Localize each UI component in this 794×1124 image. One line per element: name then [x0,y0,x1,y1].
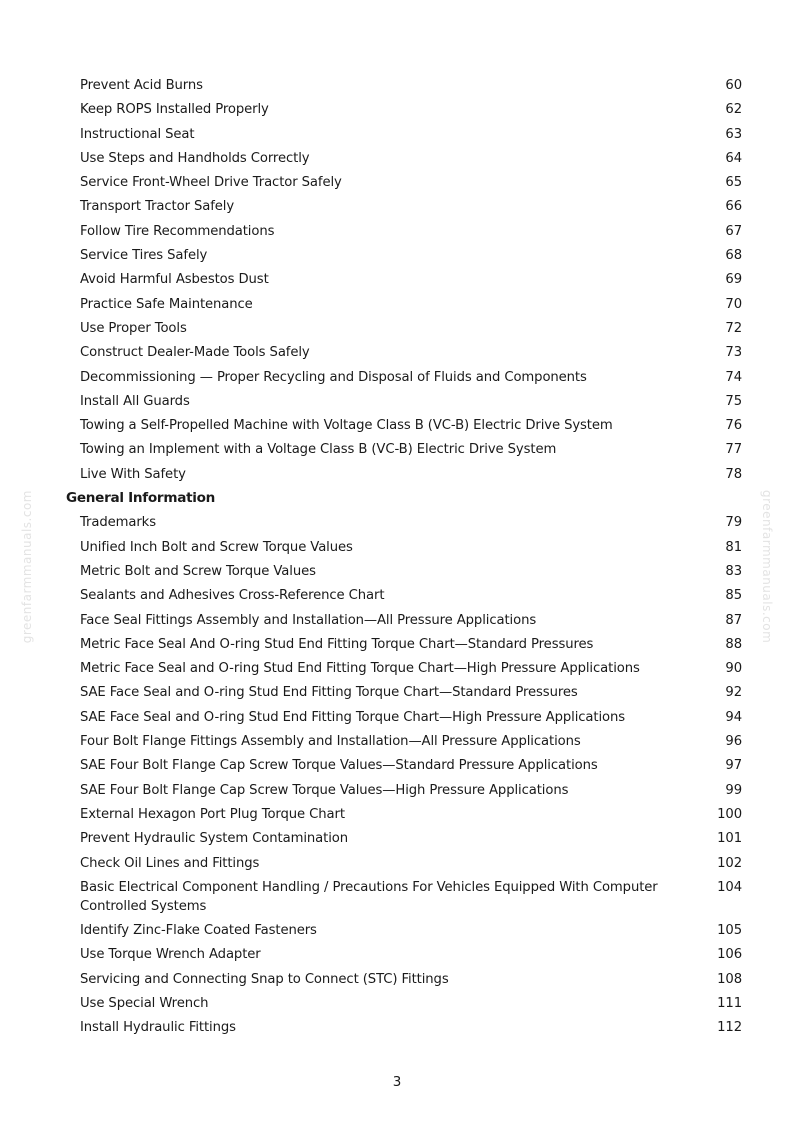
toc-entry-page: 63 [725,126,742,142]
toc-entry[interactable] [66,1018,742,1037]
toc-entry-page: 72 [725,320,742,336]
toc-entry-page: 70 [725,296,742,312]
toc-entry-page: 62 [725,102,742,118]
toc-entry-title: Face Seal Fittings Assembly and Installation—All Pressure Applications [80,612,537,628]
toc-entry-title: Metric Face Seal and O-ring Stud End Fitting Torque Chart—High Pressure Applications [80,661,640,677]
toc-entry[interactable] [66,100,742,119]
toc-entry[interactable] [66,611,742,630]
toc-entry[interactable] [66,970,742,989]
toc-entry-page: 75 [725,393,742,409]
toc-entry-page: 77 [725,442,742,458]
toc-entry[interactable] [66,125,742,144]
toc-entry-title: Transport Tractor Safely [80,199,235,215]
toc-entry-title: Follow Tire Recommendations [80,223,275,239]
toc-entry[interactable] [66,805,742,824]
toc-entry[interactable] [66,465,742,484]
toc-entry[interactable] [66,368,742,387]
toc-entry-title: Service Front-Wheel Drive Tractor Safely [80,175,342,191]
toc-entry-page: 105 [717,923,742,939]
toc-entry-title: Live With Safety [80,466,186,482]
toc-entry[interactable] [66,295,742,314]
toc-entry[interactable] [66,319,742,338]
toc-entry-page: 108 [717,971,742,987]
toc-entry-page: 79 [725,515,742,531]
toc-entry[interactable] [66,586,742,605]
page-number: 3 [392,1074,402,1090]
toc-entry[interactable] [66,829,742,848]
toc-entry[interactable] [66,538,742,557]
toc-entry[interactable] [66,732,742,751]
toc-entry-title: SAE Four Bolt Flange Cap Screw Torque Values—Standard Pressure Applications [80,758,598,774]
toc-entry-page: 85 [725,588,742,604]
toc-entry-page: 66 [725,199,742,215]
toc-entry-page: 69 [725,272,742,288]
toc-entry-title: Keep ROPS Installed Properly [80,102,269,118]
toc-entry-title: Instructional Seat [80,126,195,142]
toc-entry-title: Servicing and Connecting Snap to Connect (STC) Fittings [80,971,449,987]
toc-entry-title: External Hexagon Port Plug Torque Chart [80,806,345,822]
toc-entry-title: Construct Dealer-Made Tools Safely [80,345,310,361]
toc-entry-title: Four Bolt Flange Fittings Assembly and Installation—All Pressure Applications [80,734,581,750]
toc-entry-page: 68 [725,248,742,264]
toc-entry[interactable] [66,222,742,241]
toc-entry[interactable] [66,76,742,95]
toc-entry[interactable] [66,343,742,362]
toc-entry-page: 83 [725,563,742,579]
toc-entry-page: 60 [725,78,742,93]
toc-entry-title: Install All Guards [80,393,190,409]
toc-entry-title: Trademarks [80,515,156,531]
toc-entry-title: SAE Face Seal and O-ring Stud End Fitting Torque Chart—Standard Pressures [80,685,578,701]
watermark-right: greenfarmmanuals.com [760,490,774,644]
toc-entry-title: Prevent Acid Burns [80,78,203,93]
toc-entry[interactable] [66,994,742,1013]
toc-entry-page: 64 [725,150,742,166]
table-of-contents [66,76,742,1043]
toc-entry-title: Use Torque Wrench Adapter [80,947,261,963]
toc-section-heading: General Information [66,490,216,507]
toc-entry-page: 81 [725,539,742,555]
toc-entry-page: 74 [725,369,742,385]
toc-entry[interactable] [66,708,742,727]
toc-entry-title: SAE Four Bolt Flange Cap Screw Torque Values—High Pressure Applications [80,782,569,798]
toc-entry-title: Check Oil Lines and Fittings [80,855,260,871]
toc-entry[interactable] [66,246,742,265]
toc-entry[interactable] [66,440,742,459]
toc-entry-title: Avoid Harmful Asbestos Dust [80,272,269,288]
toc-entry[interactable] [66,173,742,192]
toc-entry-page: 73 [725,345,742,361]
toc-entry-page: 106 [717,947,742,963]
toc-entry-page: 78 [725,466,742,482]
toc-entry[interactable] [66,781,742,800]
toc-entry[interactable] [66,513,742,532]
toc-entry-title: Unified Inch Bolt and Screw Torque Values [80,539,353,555]
toc-entry[interactable] [66,635,742,654]
toc-entry-title: Metric Bolt and Screw Torque Values [80,563,316,579]
toc-entry-page: 102 [717,855,742,871]
toc-entry-page: 112 [717,1020,742,1036]
toc-entry-page: 100 [717,806,742,822]
toc-entry-title: Sealants and Adhesives Cross-Reference Chart [80,588,385,604]
toc-entry-title: Metric Face Seal And O-ring Stud End Fitting Torque Chart—Standard Pressures [80,636,594,652]
toc-entry[interactable] [66,392,742,411]
toc-entry-page: 76 [725,418,742,434]
toc-entry-page: 88 [725,636,742,652]
toc-entry[interactable] [66,854,742,873]
toc-entry-page: 67 [725,223,742,239]
toc-entry-title: Prevent Hydraulic System Contamination [80,831,348,847]
toc-entry-title: Towing a Self-Propelled Machine with Voltage Class B (VC-B) Electric Drive System [80,418,613,434]
toc-entry-title: Use Proper Tools [80,320,187,336]
toc-entry-page: 90 [725,661,742,677]
toc-entry-page: 99 [725,782,742,798]
toc-entry-title: SAE Face Seal and O-ring Stud End Fitting Torque Chart—High Pressure Applications [80,709,626,725]
toc-entry-title: Basic Electrical Component Handling / Precautions For Vehicles Equipped With Computer Controlled Systems [80,879,658,914]
toc-entry-page: 111 [717,995,742,1011]
toc-entry-title: Towing an Implement with a Voltage Class B (VC-B) Electric Drive System [80,442,557,458]
toc-entry[interactable] [66,921,742,940]
toc-entry-title: Use Steps and Handholds Correctly [80,150,310,166]
toc-entry-title: Identify Zinc-Flake Coated Fasteners [80,923,317,939]
toc-entry-title: Install Hydraulic Fittings [80,1020,236,1036]
toc-entry[interactable] [66,756,742,775]
toc-entry-title: Decommissioning — Proper Recycling and Disposal of Fluids and Components [80,369,587,385]
toc-entry[interactable] [66,945,742,964]
toc-entry-page: 65 [725,175,742,191]
toc-entry[interactable] [66,416,742,435]
toc-entry-title: Practice Safe Maintenance [80,296,253,312]
toc-entry[interactable] [66,562,742,581]
toc-entry-page: 92 [725,685,742,701]
watermark-left: greenfarmmanuals.com [20,490,34,644]
toc-entry[interactable] [66,659,742,678]
toc-entry[interactable] [66,149,742,168]
toc-entry[interactable] [66,878,742,916]
toc-entry-page: 101 [717,831,742,847]
toc-entry-page: 97 [725,758,742,774]
toc-entry-title: Service Tires Safely [80,248,208,264]
toc-entry-page: 96 [725,734,742,750]
toc-entry-page: 104 [717,879,742,895]
toc-entry-page: 87 [725,612,742,628]
toc-entry[interactable] [66,270,742,289]
toc-entry-title: Use Special Wrench [80,995,209,1011]
toc-entry[interactable] [66,197,742,216]
toc-entry[interactable] [66,683,742,702]
toc-entry-page: 94 [725,709,742,725]
